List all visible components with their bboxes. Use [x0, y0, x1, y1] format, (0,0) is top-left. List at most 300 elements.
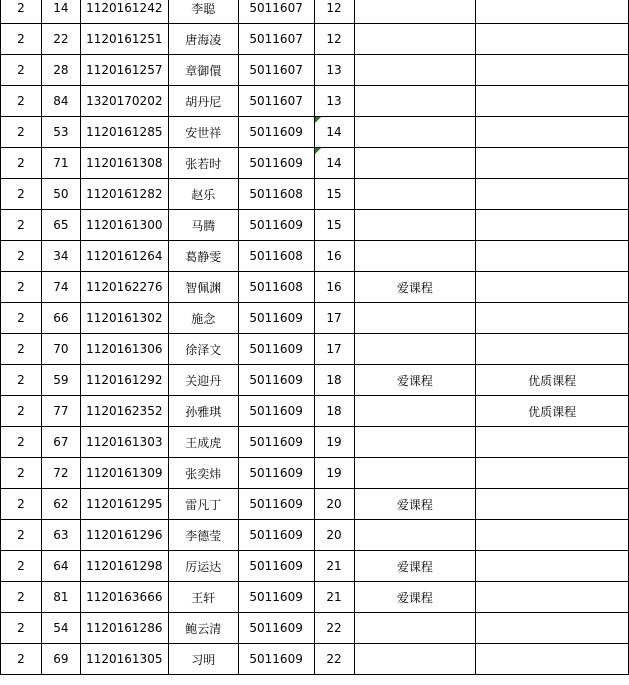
- cell-text: 16: [326, 280, 342, 294]
- quality-note-cell[interactable]: [476, 0, 629, 24]
- cell-text: 1120161251: [86, 32, 163, 46]
- seq-cell[interactable]: [41, 489, 80, 520]
- table-row: [1, 272, 629, 303]
- class-id-cell[interactable]: [238, 55, 314, 86]
- class-id-cell[interactable]: [238, 334, 314, 365]
- cell-text: 优质课程: [528, 404, 577, 419]
- score-cell[interactable]: [314, 24, 354, 55]
- course-note-cell[interactable]: [354, 334, 476, 365]
- grade-cell[interactable]: [1, 210, 42, 241]
- name-cell[interactable]: [168, 0, 238, 24]
- student-id-cell[interactable]: [80, 551, 168, 582]
- cell-text: 2: [17, 466, 25, 480]
- score-cell[interactable]: [314, 148, 354, 179]
- seq-cell[interactable]: [41, 24, 80, 55]
- name-cell[interactable]: [168, 427, 238, 458]
- cell-text: 2: [17, 94, 25, 108]
- cell-text: 5011608: [249, 280, 303, 294]
- cell-text: 63: [53, 528, 69, 542]
- cell-text: 5011609: [249, 466, 303, 480]
- score-cell[interactable]: [314, 520, 354, 551]
- class-id-cell[interactable]: [238, 86, 314, 117]
- student-id-cell[interactable]: [80, 86, 168, 117]
- name-cell[interactable]: [168, 396, 238, 427]
- score-cell[interactable]: [314, 644, 354, 675]
- student-id-cell[interactable]: [80, 179, 168, 210]
- cell-text: 22: [326, 621, 342, 635]
- table-row: [1, 0, 629, 24]
- table-row: [1, 334, 629, 365]
- table-row: [1, 427, 629, 458]
- cell-text: 2: [17, 32, 25, 46]
- class-id-cell[interactable]: [238, 582, 314, 613]
- seq-cell[interactable]: [41, 148, 80, 179]
- cell-text: 15: [326, 187, 342, 201]
- cell-text: 5011609: [249, 342, 303, 356]
- cell-text: 12: [326, 1, 342, 15]
- grade-cell[interactable]: [1, 179, 42, 210]
- cell-text: 2: [17, 1, 25, 15]
- cell-text: 65: [53, 218, 69, 232]
- cell-text: 17: [326, 311, 342, 325]
- table-row: [1, 644, 629, 675]
- student-id-cell[interactable]: [80, 55, 168, 86]
- cell-text: 12: [326, 32, 342, 46]
- course-note-cell[interactable]: [354, 86, 476, 117]
- course-note-cell[interactable]: [354, 303, 476, 334]
- quality-note-cell[interactable]: [476, 644, 629, 675]
- score-cell[interactable]: [314, 55, 354, 86]
- quality-note-cell[interactable]: [476, 520, 629, 551]
- course-note-cell[interactable]: [354, 458, 476, 489]
- name-cell[interactable]: [168, 334, 238, 365]
- quality-note-cell[interactable]: [476, 179, 629, 210]
- class-id-cell[interactable]: [238, 520, 314, 551]
- grade-cell[interactable]: [1, 117, 42, 148]
- cell-text: 爱课程: [396, 590, 433, 605]
- cell-text: 葛静雯: [185, 249, 222, 264]
- class-id-cell[interactable]: [238, 303, 314, 334]
- score-cell[interactable]: [314, 241, 354, 272]
- cell-text: 22: [326, 652, 342, 666]
- grade-cell[interactable]: [1, 24, 42, 55]
- seq-cell[interactable]: [41, 86, 80, 117]
- student-id-cell[interactable]: [80, 117, 168, 148]
- name-cell[interactable]: [168, 272, 238, 303]
- cell-text: 张奕炜: [185, 466, 222, 481]
- cell-text: 1120161296: [86, 528, 163, 542]
- seq-cell[interactable]: [41, 582, 80, 613]
- cell-marker-icon: [315, 148, 321, 154]
- seq-cell[interactable]: [41, 551, 80, 582]
- cell-text: 21: [326, 590, 342, 604]
- cell-text: 17: [326, 342, 342, 356]
- course-note-cell[interactable]: [354, 520, 476, 551]
- cell-text: 50: [53, 187, 69, 201]
- cell-text: 5011608: [249, 249, 303, 263]
- name-cell[interactable]: [168, 210, 238, 241]
- cell-text: 5011609: [249, 559, 303, 573]
- grade-cell[interactable]: [1, 458, 42, 489]
- score-cell[interactable]: [314, 582, 354, 613]
- cell-text: 19: [326, 466, 342, 480]
- cell-text: 1120161303: [86, 435, 163, 449]
- cell-text: 18: [326, 404, 342, 418]
- cell-text: 2: [17, 63, 25, 77]
- class-id-cell[interactable]: [238, 489, 314, 520]
- grade-cell[interactable]: [1, 427, 42, 458]
- grade-cell[interactable]: [1, 551, 42, 582]
- cell-text: 20: [326, 528, 342, 542]
- table-row: [1, 55, 629, 86]
- name-cell[interactable]: [168, 303, 238, 334]
- cell-text: 2: [17, 218, 25, 232]
- grade-cell[interactable]: [1, 365, 42, 396]
- table-row: [1, 86, 629, 117]
- name-cell[interactable]: [168, 458, 238, 489]
- score-cell[interactable]: [314, 0, 354, 24]
- course-note-cell[interactable]: [354, 396, 476, 427]
- course-note-cell[interactable]: [354, 55, 476, 86]
- name-cell[interactable]: [168, 365, 238, 396]
- course-note-cell[interactable]: [354, 551, 476, 582]
- seq-cell[interactable]: [41, 644, 80, 675]
- cell-text: 19: [326, 435, 342, 449]
- seq-cell[interactable]: [41, 0, 80, 24]
- student-id-cell[interactable]: [80, 520, 168, 551]
- table-row: [1, 613, 629, 644]
- class-id-cell[interactable]: [238, 179, 314, 210]
- cell-text: 28: [53, 63, 69, 77]
- cell-text: 1120161305: [86, 652, 163, 666]
- cell-text: 54: [53, 621, 69, 635]
- course-note-cell[interactable]: [354, 210, 476, 241]
- class-id-cell[interactable]: [238, 272, 314, 303]
- cell-text: 2: [17, 404, 25, 418]
- score-cell[interactable]: [314, 179, 354, 210]
- cell-text: 5011609: [249, 373, 303, 387]
- course-note-cell[interactable]: [354, 613, 476, 644]
- table-row: [1, 520, 629, 551]
- score-cell[interactable]: [314, 86, 354, 117]
- cell-text: 13: [326, 94, 342, 108]
- cell-text: 5011609: [249, 652, 303, 666]
- name-cell[interactable]: [168, 489, 238, 520]
- class-id-cell[interactable]: [238, 365, 314, 396]
- grade-cell[interactable]: [1, 644, 42, 675]
- cell-text: 优质课程: [528, 373, 577, 388]
- name-cell[interactable]: [168, 117, 238, 148]
- score-cell[interactable]: [314, 272, 354, 303]
- student-id-cell[interactable]: [80, 458, 168, 489]
- quality-note-cell[interactable]: [476, 427, 629, 458]
- grade-cell[interactable]: [1, 489, 42, 520]
- course-note-cell[interactable]: [354, 241, 476, 272]
- cell-text: 1120161295: [86, 497, 163, 511]
- class-id-cell[interactable]: [238, 396, 314, 427]
- student-id-cell[interactable]: [80, 148, 168, 179]
- cell-text: 爱课程: [396, 497, 433, 512]
- cell-text: 厉运达: [185, 559, 222, 574]
- cell-text: 14: [326, 125, 342, 139]
- score-cell[interactable]: [314, 303, 354, 334]
- cell-text: 胡丹尼: [185, 94, 222, 109]
- seq-cell[interactable]: [41, 427, 80, 458]
- cell-text: 1120161298: [86, 559, 163, 573]
- cell-text: 2: [17, 342, 25, 356]
- course-note-cell[interactable]: [354, 427, 476, 458]
- cell-text: 1120161282: [86, 187, 163, 201]
- course-note-cell[interactable]: [354, 24, 476, 55]
- cell-text: 李德莹: [185, 528, 222, 543]
- name-cell[interactable]: [168, 551, 238, 582]
- grade-cell[interactable]: [1, 520, 42, 551]
- cell-text: 唐海凌: [185, 32, 222, 47]
- cell-text: 智佩渊: [185, 280, 222, 295]
- cell-text: 2: [17, 590, 25, 604]
- grade-cell[interactable]: [1, 613, 42, 644]
- table-row: [1, 365, 629, 396]
- cell-text: 张若时: [185, 156, 222, 171]
- score-cell[interactable]: [314, 210, 354, 241]
- seq-cell[interactable]: [41, 55, 80, 86]
- course-note-cell[interactable]: [354, 148, 476, 179]
- student-id-cell[interactable]: [80, 489, 168, 520]
- cell-text: 14: [326, 156, 342, 170]
- name-cell[interactable]: [168, 613, 238, 644]
- cell-text: 1120161264: [86, 249, 163, 263]
- seq-cell[interactable]: [41, 458, 80, 489]
- grade-cell[interactable]: [1, 334, 42, 365]
- score-cell[interactable]: [314, 427, 354, 458]
- cell-text: 2: [17, 559, 25, 573]
- class-id-cell[interactable]: [238, 210, 314, 241]
- table-row: [1, 241, 629, 272]
- cell-text: 爱课程: [396, 280, 433, 295]
- table-row: [1, 24, 629, 55]
- quality-note-cell[interactable]: [476, 148, 629, 179]
- table-row: [1, 458, 629, 489]
- name-cell[interactable]: [168, 179, 238, 210]
- grade-cell[interactable]: [1, 272, 42, 303]
- seq-cell[interactable]: [41, 117, 80, 148]
- quality-note-cell[interactable]: [476, 334, 629, 365]
- cell-text: 5011609: [249, 435, 303, 449]
- student-id-cell[interactable]: [80, 24, 168, 55]
- name-cell[interactable]: [168, 241, 238, 272]
- cell-text: 59: [53, 373, 69, 387]
- cell-text: 5011609: [249, 590, 303, 604]
- cell-text: 1120161300: [86, 218, 163, 232]
- seq-cell[interactable]: [41, 210, 80, 241]
- class-id-cell[interactable]: [238, 613, 314, 644]
- quality-note-cell[interactable]: [476, 86, 629, 117]
- cell-text: 爱课程: [396, 559, 433, 574]
- quality-note-cell[interactable]: [476, 489, 629, 520]
- cell-text: 5011609: [249, 404, 303, 418]
- quality-note-cell[interactable]: [476, 24, 629, 55]
- score-cell[interactable]: [314, 489, 354, 520]
- course-note-cell[interactable]: [354, 179, 476, 210]
- student-id-cell[interactable]: [80, 613, 168, 644]
- quality-note-cell[interactable]: [476, 365, 629, 396]
- cell-text: 章御儇: [185, 63, 222, 78]
- cell-text: 鲍云清: [185, 621, 222, 636]
- cell-text: 74: [53, 280, 69, 294]
- student-id-cell[interactable]: [80, 582, 168, 613]
- cell-text: 2: [17, 187, 25, 201]
- score-cell[interactable]: [314, 334, 354, 365]
- cell-text: 2: [17, 125, 25, 139]
- cell-text: 5011609: [249, 125, 303, 139]
- grade-cell[interactable]: [1, 582, 42, 613]
- seq-cell[interactable]: [41, 272, 80, 303]
- quality-note-cell[interactable]: [476, 458, 629, 489]
- cell-text: 84: [53, 94, 69, 108]
- student-id-cell[interactable]: [80, 210, 168, 241]
- student-id-cell[interactable]: [80, 644, 168, 675]
- cell-text: 69: [53, 652, 69, 666]
- student-id-cell[interactable]: [80, 334, 168, 365]
- table-row: [1, 303, 629, 334]
- class-id-cell[interactable]: [238, 117, 314, 148]
- class-id-cell[interactable]: [238, 551, 314, 582]
- score-cell[interactable]: [314, 117, 354, 148]
- quality-note-cell[interactable]: [476, 551, 629, 582]
- cell-text: 2: [17, 373, 25, 387]
- cell-text: 1120163666: [86, 590, 163, 604]
- seq-cell[interactable]: [41, 179, 80, 210]
- cell-text: 15: [326, 218, 342, 232]
- course-note-cell[interactable]: [354, 489, 476, 520]
- score-cell[interactable]: [314, 396, 354, 427]
- student-id-cell[interactable]: [80, 303, 168, 334]
- quality-note-cell[interactable]: [476, 210, 629, 241]
- score-cell[interactable]: [314, 551, 354, 582]
- class-id-cell[interactable]: [238, 644, 314, 675]
- cell-text: 安世祥: [185, 125, 222, 140]
- seq-cell[interactable]: [41, 241, 80, 272]
- quality-note-cell[interactable]: [476, 582, 629, 613]
- class-id-cell[interactable]: [238, 241, 314, 272]
- class-id-cell[interactable]: [238, 24, 314, 55]
- student-id-cell[interactable]: [80, 0, 168, 24]
- name-cell[interactable]: [168, 24, 238, 55]
- name-cell[interactable]: [168, 55, 238, 86]
- grade-cell[interactable]: [1, 0, 42, 24]
- table-row: [1, 117, 629, 148]
- table-row: [1, 489, 629, 520]
- score-cell[interactable]: [314, 458, 354, 489]
- cell-text: 1120161292: [86, 373, 163, 387]
- name-cell[interactable]: [168, 520, 238, 551]
- name-cell[interactable]: [168, 582, 238, 613]
- course-note-cell[interactable]: [354, 117, 476, 148]
- quality-note-cell[interactable]: [476, 117, 629, 148]
- course-note-cell[interactable]: [354, 644, 476, 675]
- class-id-cell[interactable]: [238, 427, 314, 458]
- grade-cell[interactable]: [1, 148, 42, 179]
- course-note-cell[interactable]: [354, 582, 476, 613]
- cell-text: 1120161242: [86, 1, 163, 15]
- cell-text: 5011607: [249, 94, 303, 108]
- course-note-cell[interactable]: [354, 272, 476, 303]
- quality-note-cell[interactable]: [476, 613, 629, 644]
- quality-note-cell[interactable]: [476, 396, 629, 427]
- quality-note-cell[interactable]: [476, 241, 629, 272]
- cell-text: 1120161286: [86, 621, 163, 635]
- grade-cell[interactable]: [1, 396, 42, 427]
- student-id-cell[interactable]: [80, 365, 168, 396]
- name-cell[interactable]: [168, 644, 238, 675]
- name-cell[interactable]: [168, 86, 238, 117]
- cell-text: 5011609: [249, 621, 303, 635]
- cell-text: 22: [53, 32, 69, 46]
- cell-text: 施念: [191, 311, 216, 326]
- grade-cell[interactable]: [1, 86, 42, 117]
- cell-text: 2: [17, 311, 25, 325]
- cell-text: 2: [17, 497, 25, 511]
- quality-note-cell[interactable]: [476, 272, 629, 303]
- seq-cell[interactable]: [41, 303, 80, 334]
- cell-text: 71: [53, 156, 69, 170]
- class-id-cell[interactable]: [238, 458, 314, 489]
- table-row: [1, 396, 629, 427]
- class-id-cell[interactable]: [238, 0, 314, 24]
- grade-cell[interactable]: [1, 241, 42, 272]
- cell-text: 关迎丹: [185, 373, 222, 388]
- cell-text: 5011608: [249, 187, 303, 201]
- student-id-cell[interactable]: [80, 396, 168, 427]
- cell-text: 2: [17, 249, 25, 263]
- quality-note-cell[interactable]: [476, 303, 629, 334]
- cell-text: 34: [53, 249, 69, 263]
- cell-text: 1120161257: [86, 63, 163, 77]
- student-id-cell[interactable]: [80, 272, 168, 303]
- cell-text: 5011607: [249, 1, 303, 15]
- cell-text: 66: [53, 311, 69, 325]
- seq-cell[interactable]: [41, 520, 80, 551]
- cell-text: 习明: [191, 652, 216, 667]
- score-cell[interactable]: [314, 613, 354, 644]
- cell-text: 67: [53, 435, 69, 449]
- cell-text: 王轩: [191, 590, 216, 605]
- cell-text: 徐泽文: [185, 342, 222, 357]
- seq-cell[interactable]: [41, 365, 80, 396]
- grade-cell[interactable]: [1, 303, 42, 334]
- cell-text: 李聪: [191, 1, 216, 16]
- course-note-cell[interactable]: [354, 0, 476, 24]
- cell-text: 5011609: [249, 311, 303, 325]
- cell-text: 5011609: [249, 497, 303, 511]
- student-id-cell[interactable]: [80, 241, 168, 272]
- name-cell[interactable]: [168, 148, 238, 179]
- table-row: [1, 210, 629, 241]
- course-note-cell[interactable]: [354, 365, 476, 396]
- student-id-cell[interactable]: [80, 427, 168, 458]
- score-cell[interactable]: [314, 365, 354, 396]
- seq-cell[interactable]: [41, 396, 80, 427]
- cell-text: 2: [17, 435, 25, 449]
- cell-text: 20: [326, 497, 342, 511]
- seq-cell[interactable]: [41, 613, 80, 644]
- grade-cell[interactable]: [1, 55, 42, 86]
- seq-cell[interactable]: [41, 334, 80, 365]
- cell-text: 孙雅琪: [185, 404, 222, 419]
- quality-note-cell[interactable]: [476, 55, 629, 86]
- class-id-cell[interactable]: [238, 148, 314, 179]
- cell-text: 1320170202: [86, 94, 163, 108]
